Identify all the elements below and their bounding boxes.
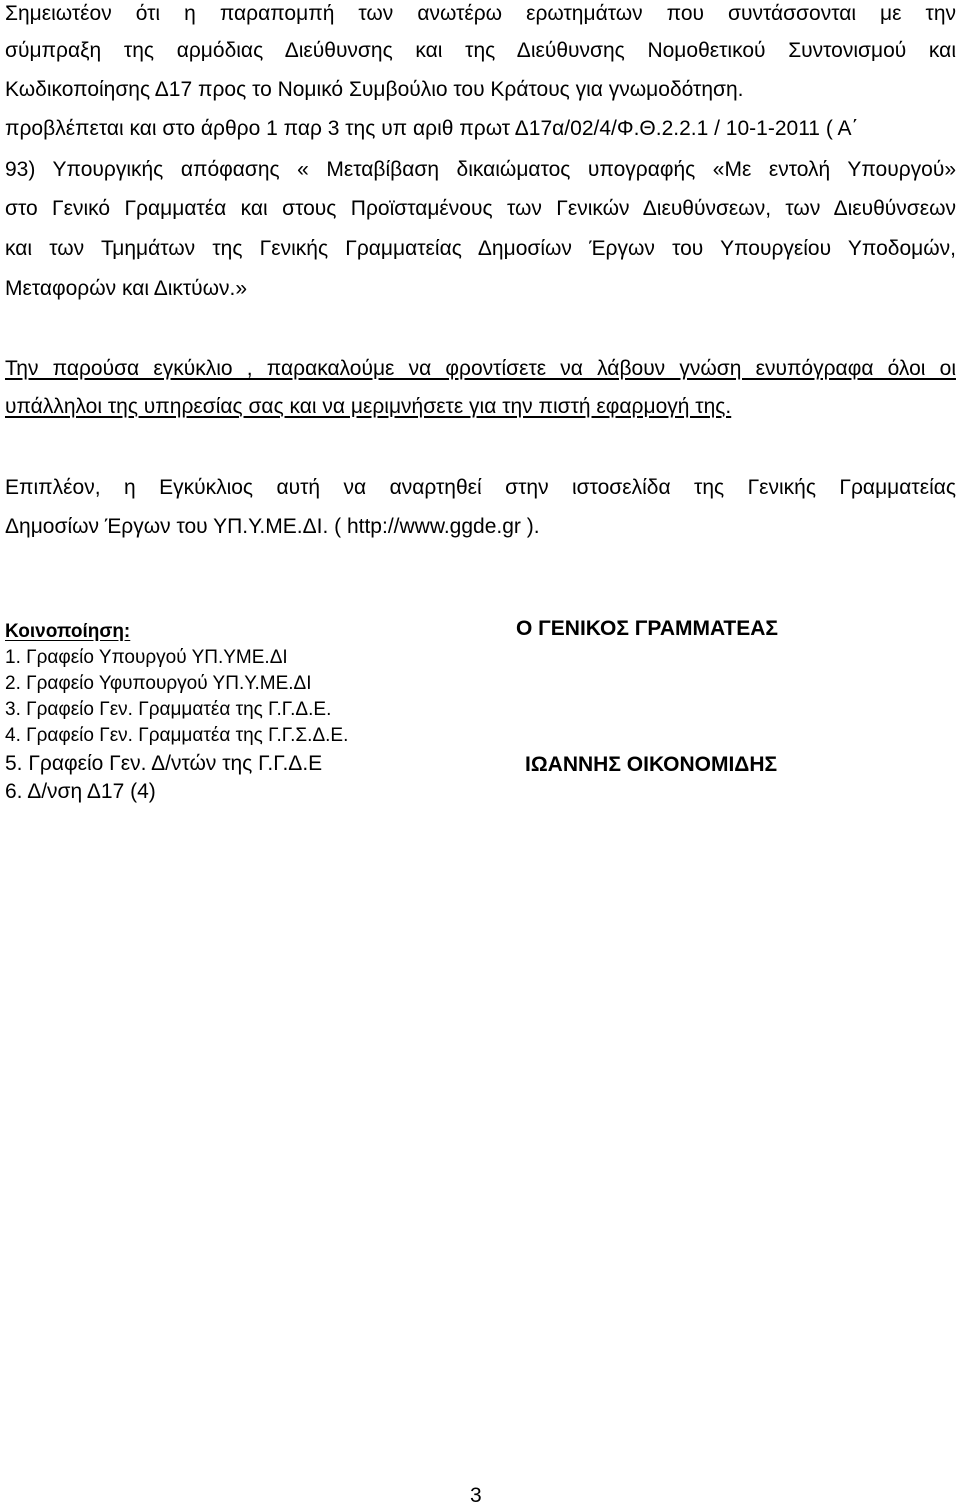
page-number: 3 [470,1484,482,1507]
paragraph-line: και των Τμημάτων της Γενικής Γραμματείας Δημοσίων Έργων του Υπουργείου Υποδομών, [5,237,956,260]
paragraph-line: Την παρούσα εγκύκλιο , παρακαλούμε να φροντίσετε να λάβουν γνώση ενυπόγραφα όλοι οι [5,357,956,380]
paragraph-line: 93) Υπουργικής απόφασης « Μεταβίβαση δικαιώματος υπογραφής «Με εντολή Υπουργού» [5,158,956,181]
paragraph-line: σύμπραξη της αρμόδιας Διεύθυνσης και της Διεύθυνσης Νομοθετικού Συντονισμού και [5,39,956,62]
list-item: 5. Γραφείο Γεν. Δ/ντών της Γ.Γ.Δ.Ε [5,752,323,775]
list-item: 2. Γραφείο Υφυπουργού ΥΠ.Υ.ΜΕ.ΔΙ [5,673,312,694]
paragraph-line: προβλέπεται και στο άρθρο 1 παρ 3 της υπ αριθ πρωτ Δ17α/02/4/Φ.Θ.2.2.1 / 10-1-2011 ( Α΄ [5,117,859,140]
signatory-name: ΙΩΑΝΝΗΣ ΟΙΚΟΝΟΜΙΔΗΣ [525,753,778,776]
distribution-heading: Κοινοποίηση: [5,621,131,642]
paragraph-line: στο Γενικό Γραμματέα και στους Προϊσταμένους των Γενικών Διευθύνσεων, των Διευθύνσεων [5,197,956,220]
list-item: 3. Γραφείο Γεν. Γραμματέα της Γ.Γ.Δ.Ε. [5,699,332,720]
document-page [5,0,956,1506]
paragraph-line: Κωδικοποίησης Δ17 προς το Νομικό Συμβούλιο του Κράτους για γνωμοδότηση. [5,78,744,101]
list-item: 6. Δ/νση Δ17 (4) [5,780,156,803]
paragraph-line: υπάλληλοι της υπηρεσίας σας και να μεριμνήσετε για την πιστή εφαρμογή της. [5,395,732,418]
paragraph-line: Επιπλέον, η Εγκύκλιος αυτή να αναρτηθεί στην ιστοσελίδα της Γενικής Γραμματείας [5,476,956,499]
list-item: 1. Γραφείο Υπουργού ΥΠ.ΥΜΕ.ΔΙ [5,647,288,668]
paragraph-line: Δημοσίων Έργων του ΥΠ.Υ.ΜΕ.ΔΙ. ( http://www.ggde.gr ). [5,515,540,538]
list-item: 4. Γραφείο Γεν. Γραμματέα της Γ.Γ.Σ.Δ.Ε. [5,725,349,746]
paragraph-line: Σημειωτέον ότι η παραπομπή των ανωτέρω ερωτημάτων που συντάσσονται με την [5,2,956,25]
paragraph-line: Μεταφορών και Δικτύων.» [5,277,248,300]
signatory-title: Ο ΓΕΝΙΚΟΣ ΓΡΑΜΜΑΤΕΑΣ [516,617,779,640]
